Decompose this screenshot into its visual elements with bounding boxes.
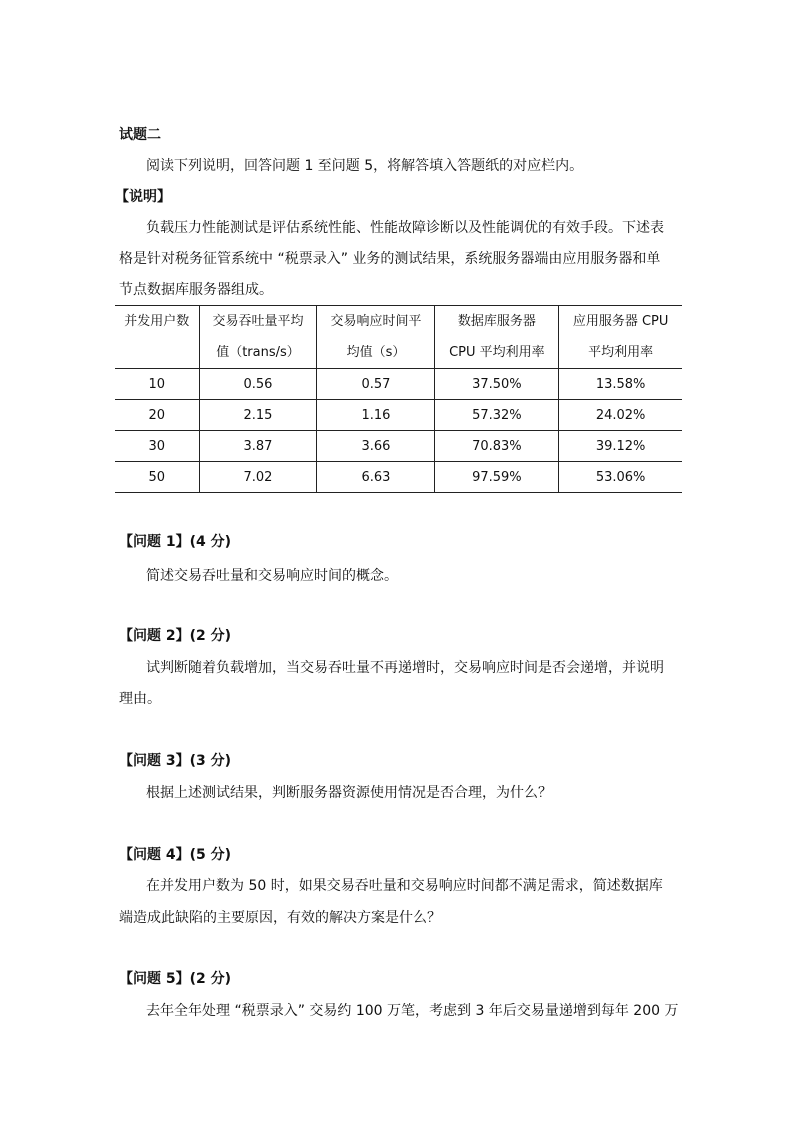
question-heading: 【问题 3】(3 分) [119,753,232,769]
cell: 97.59% [435,462,559,493]
question-heading: 【问题 2】(2 分) [119,628,232,644]
cell: 2.15 [199,400,317,431]
cell: 3.66 [317,431,435,462]
desc-line: 节点数据库服务器组成。 [119,282,273,298]
cell: 3.87 [199,431,317,462]
cell: 20 [115,400,199,431]
cell: 57.32% [435,400,559,431]
desc-line: 负载压力性能测试是评估系统性能、性能故障诊断以及性能调优的有效手段。下述表 [146,220,664,236]
header-line: CPU 平均利用率 [449,345,545,360]
header-cell [559,306,682,369]
header-cell [115,306,199,369]
question-heading: 【问题 5】(2 分) [119,971,232,987]
cell: 53.06% [559,462,682,493]
table-row [115,462,682,493]
question-text: 简述交易吞吐量和交易响应时间的概念。 [146,568,398,584]
results-table [115,305,682,493]
table-row [115,369,682,400]
cell: 24.02% [559,400,682,431]
header-line: 均值（s） [346,345,406,360]
cell: 30 [115,431,199,462]
header-cell [199,306,317,369]
cell: 10 [115,369,199,400]
cell: 1.16 [317,400,435,431]
header-line: 数据库服务器 [457,314,536,329]
table-row [115,431,682,462]
header-cell [435,306,559,369]
cell: 70.83% [435,431,559,462]
header-line: 平均利用率 [588,345,654,360]
header-cell [317,306,435,369]
cell: 0.57 [317,369,435,400]
header-line: 值（trans/s） [216,345,300,360]
cell: 37.50% [435,369,559,400]
question-text: 根据上述测试结果，判断服务器资源使用情况是否合理，为什么？ [146,785,552,801]
header-line: 应用服务器 CPU [572,314,669,329]
table-header-row [115,306,682,369]
question-heading: 【问题 4】(5 分) [119,847,232,863]
cell: 50 [115,462,199,493]
question-text: 试判断随着负载增加，当交易吞吐量不再递增时，交易响应时间是否会递增，并说明 [146,660,664,676]
header-line: 并发用户数 [124,314,190,329]
cell: 7.02 [199,462,317,493]
question-text: 在并发用户数为 50 时，如果交易吞吐量和交易响应时间都不满足需求，简述数据库 [146,878,663,894]
question-heading: 【问题 1】(4 分) [119,534,232,550]
cell: 6.63 [317,462,435,493]
cell: 0.56 [199,369,317,400]
exam-title: 试题二 [119,127,161,143]
cell: 13.58% [559,369,682,400]
section-heading: 【说明】 [115,189,171,205]
question-text: 去年全年处理 “税票录入” 交易约 100 万笔，考虑到 3 年后交易量递增到每年 200 万 [146,1003,679,1019]
table-row [115,400,682,431]
cell: 39.12% [559,431,682,462]
header-line: 交易响应时间平 [330,314,422,329]
intro-text: 阅读下列说明，回答问题 1 至问题 5，将解答填入答题纸的对应栏内。 [146,158,584,174]
desc-line: 格是针对税务征管系统中 “税票录入” 业务的测试结果，系统服务器端由应用服务器和单 [119,251,661,267]
question-text: 理由。 [119,691,161,707]
question-text: 端造成此缺陷的主要原因，有效的解决方案是什么？ [119,910,441,926]
header-line: 交易吞吐量平均 [212,314,304,329]
